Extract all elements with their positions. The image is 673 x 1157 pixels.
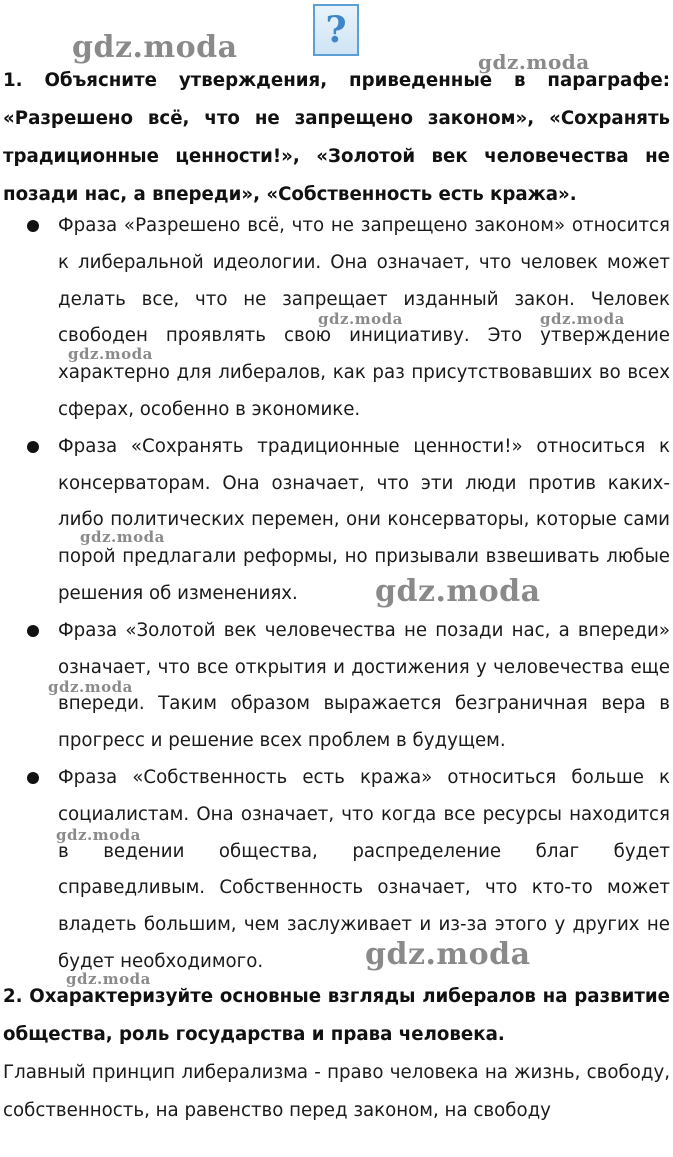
question-2: 2. Охарактеризуйте основные взгляды либералов на развитие общества, роль государства и права человека. [3, 986, 670, 1045]
watermark: gdz.moda [56, 826, 141, 844]
watermark: gdz.moda [540, 310, 625, 328]
answer-text: Фраза «Разрешено всё, что не запрещено законом» относится к либеральной идеологии. Она означает, что человек может делать все, что не запрещает изданный закон. Человек свободен проявлять свою инициативу. Это утверждение характерно для либералов, как раз присутствовавших во всех сферах, особенно в экономике. [58, 215, 670, 420]
help-question-icon[interactable]: ? [313, 4, 359, 56]
list-item [0, 429, 673, 613]
answer-text: Фраза «Золотой век человечества не позади нас, а впереди» означает, что все открытия и достижения у человечества еще впереди. Таким образом выражается безграничная вера в прогресс и решение всех проблем в будущем. [58, 619, 670, 752]
watermark: gdz.moda [365, 937, 531, 972]
bullet-icon [27, 772, 39, 784]
answer-text: Фраза «Собственность есть кража» относиться больше к социалистам. Она означает, что когда все ресурсы находится в ведении общества, распределение благ будет справедливым. Собственность означает, что кто-то может владеть большим, чем заслуживает и из-за этого у других не будет необходимого. [58, 766, 670, 972]
watermark: gdz.moda [66, 970, 151, 988]
watermark: gdz.moda [318, 310, 403, 328]
list-item [0, 760, 673, 981]
watermark: gdz.moda [375, 574, 541, 609]
question-1: 1. Объясните утверждения, приведенные в параграфе: «Разрешено всё, что не запрещено законом», «Сохранять традиционные ценности!», «Золотой век человечества не позади нас, а впереди», «Собственность есть кража». [3, 70, 670, 205]
answer-2-text: Главный принцип либерализма - право человека на жизнь, свободу, собственность, на равенство перед законом, на свободу [3, 1062, 670, 1121]
bullet-icon [27, 220, 39, 232]
bullet-icon [27, 441, 39, 453]
answer-text: Фраза «Сохранять традиционные ценности!» относиться к консерваторам. Она означает, что эти люди против каких-либо политических перемен, они консерваторы, которые сами порой предлагали реформы, но призывали взвешивать любые решения об изменениях. [58, 435, 670, 604]
watermark: gdz.moda [48, 678, 133, 696]
watermark: gdz.moda [478, 50, 590, 74]
watermark: gdz.moda [72, 30, 238, 65]
bullet-icon [27, 625, 39, 637]
watermark: gdz.moda [68, 345, 153, 363]
watermark: gdz.moda [80, 528, 165, 546]
